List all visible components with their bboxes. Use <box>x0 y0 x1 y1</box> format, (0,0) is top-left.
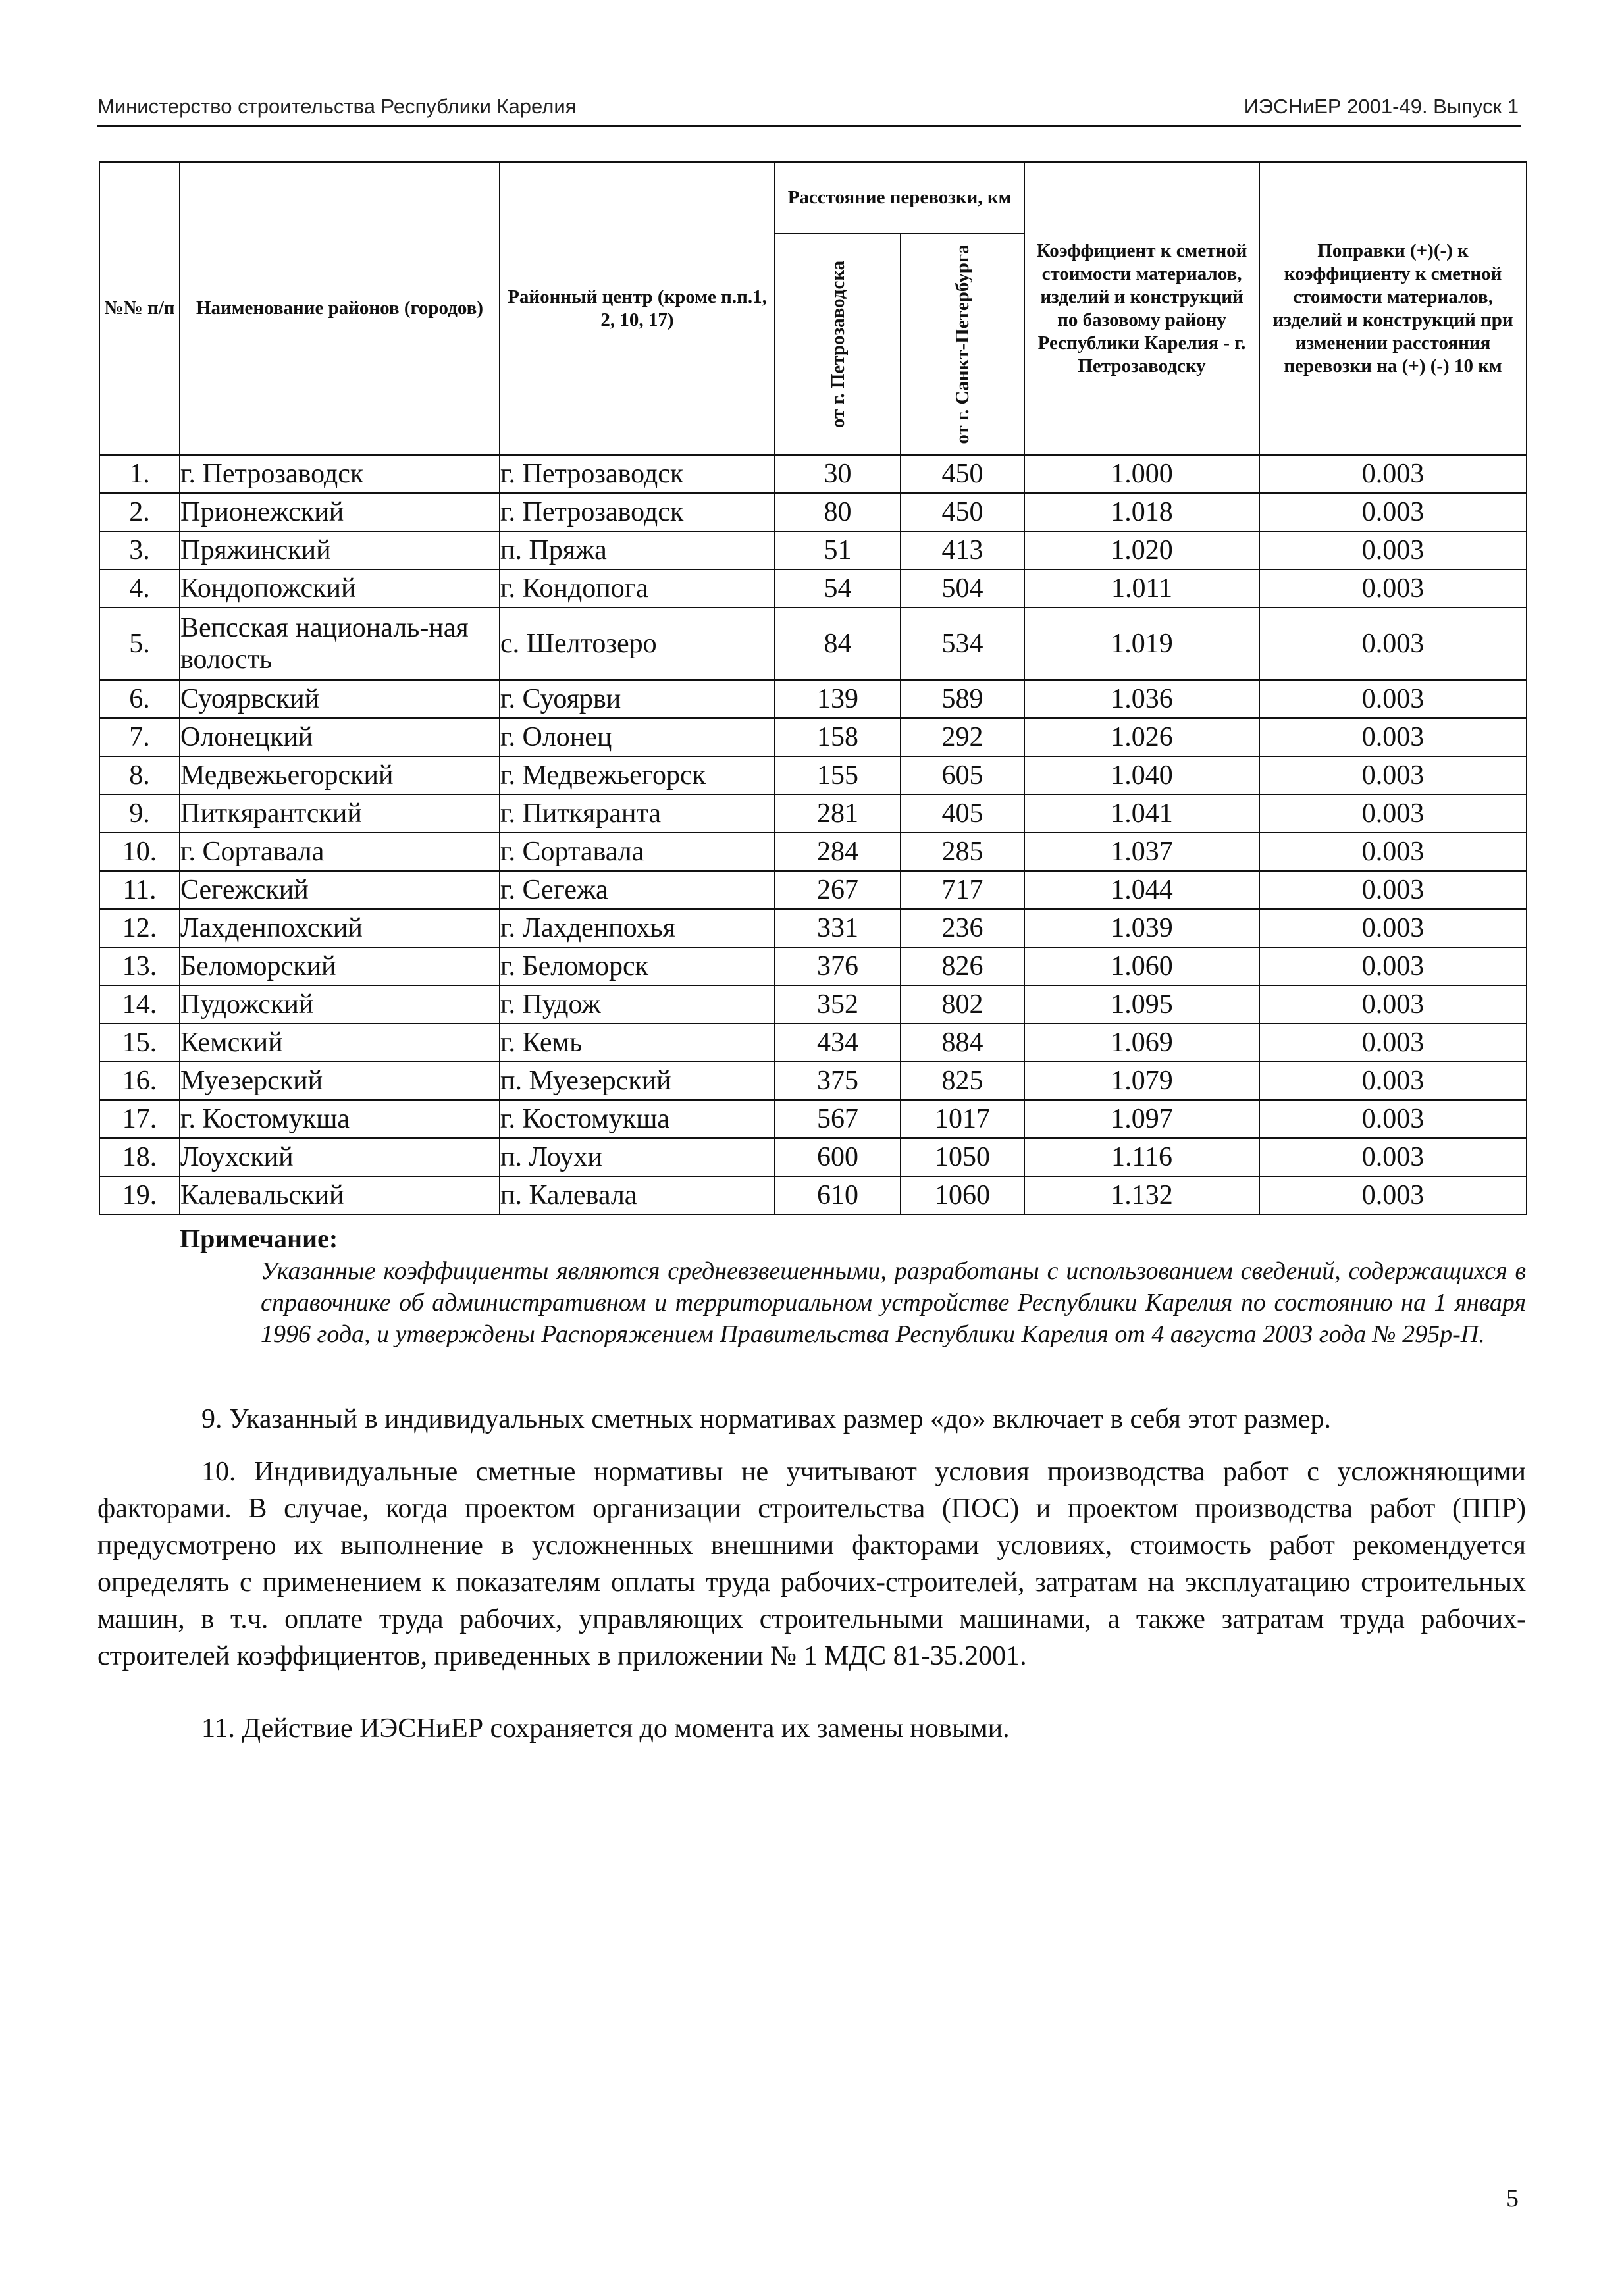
coefficient: 1.036 <box>1024 680 1259 718</box>
header-ministry: Министерство строительства Республики Карелия <box>97 95 577 118</box>
distance-from-petrozavodsk: 51 <box>775 531 901 569</box>
table-row <box>99 569 1527 608</box>
district-name: Кемский <box>180 1024 500 1062</box>
distance-from-petrozavodsk: 375 <box>775 1062 901 1100</box>
district-name: г. Сортавала <box>180 833 500 871</box>
distance-from-spb: 1060 <box>901 1176 1024 1214</box>
district-center: п. Лоухи <box>500 1138 775 1176</box>
header-from-petrozavodsk: от г. Петрозаводска <box>827 260 849 429</box>
note-text: Указанные коэффициенты являются средневзвешенными, разработаны с использованием сведений, содержащихся в справочнике об административном и территориальном устройстве Республики Карелия по состоянию на 1 января 1996 года, и утверждены Распоряжением Правительства Республики Карелия от 4 августа 2003 года № 295р-П. <box>261 1257 1526 1348</box>
coefficient: 1.037 <box>1024 833 1259 871</box>
distance-from-spb: 285 <box>901 833 1024 871</box>
row-num: 12. <box>99 909 180 947</box>
distance-from-petrozavodsk: 567 <box>775 1100 901 1138</box>
district-center: г. Медвежьегорск <box>500 756 775 794</box>
district-name: Сегежский <box>180 871 500 909</box>
distance-from-petrozavodsk: 84 <box>775 608 901 680</box>
district-center: г. Беломорск <box>500 947 775 985</box>
distance-from-spb: 826 <box>901 947 1024 985</box>
header-district-center: Районный центр (кроме п.п.1, 2, 10, 17) <box>500 162 775 455</box>
district-center: г. Питкяранта <box>500 794 775 833</box>
district-name: г. Костомукша <box>180 1100 500 1138</box>
table-row <box>99 608 1527 680</box>
district-name: Муезерский <box>180 1062 500 1100</box>
distance-from-spb: 1017 <box>901 1100 1024 1138</box>
row-num: 15. <box>99 1024 180 1062</box>
correction: 0.003 <box>1259 455 1527 493</box>
district-name: Беломорский <box>180 947 500 985</box>
header-divider <box>97 125 1521 127</box>
district-center: п. Муезерский <box>500 1062 775 1100</box>
row-num: 9. <box>99 794 180 833</box>
distance-from-petrozavodsk: 30 <box>775 455 901 493</box>
district-center: с. Шелтозеро <box>500 608 775 680</box>
table-row <box>99 871 1527 909</box>
coefficient: 1.020 <box>1024 531 1259 569</box>
districts-coefficient-table <box>99 161 1527 1215</box>
paragraph-10: 10. Индивидуальные сметные нормативы не учитывают условия производства работ с усложняющими факторами. В случае, когда проектом организации строительства (ПОС) и проектом производства работ (ППР) предусмотрено их выполнение в усложненных внешними факторами условиях, стоимость работ рекомендуется определять с применением к показателям оплаты труда рабочих-строителей, затратам на эксплуатацию строительных машин, в т.ч. оплате труда рабочих, управляющих строительными машинами, а также затратам труда рабочих-строителей коэффициентов, приведенных в приложении № 1 МДС 81-35.2001. <box>97 1457 1526 1671</box>
correction: 0.003 <box>1259 680 1527 718</box>
district-name: Олонецкий <box>180 718 500 756</box>
district-center: г. Пудож <box>500 985 775 1024</box>
table-row <box>99 794 1527 833</box>
row-num: 7. <box>99 718 180 756</box>
header-document-code: ИЭСНиЕР 2001-49. Выпуск 1 <box>1244 95 1519 118</box>
table-row <box>99 1062 1527 1100</box>
distance-from-spb: 884 <box>901 1024 1024 1062</box>
coefficient: 1.026 <box>1024 718 1259 756</box>
distance-from-spb: 717 <box>901 871 1024 909</box>
distance-from-spb: 605 <box>901 756 1024 794</box>
district-name: Медвежьегорский <box>180 756 500 794</box>
district-name: Кондопожский <box>180 569 500 608</box>
table-row <box>99 680 1527 718</box>
distance-from-spb: 1050 <box>901 1138 1024 1176</box>
table-row <box>99 1138 1527 1176</box>
district-center: г. Сортавала <box>500 833 775 871</box>
distance-from-spb: 292 <box>901 718 1024 756</box>
correction: 0.003 <box>1259 569 1527 608</box>
district-name: Калевальский <box>180 1176 500 1214</box>
district-center: г. Кондопога <box>500 569 775 608</box>
distance-from-spb: 405 <box>901 794 1024 833</box>
correction: 0.003 <box>1259 1100 1527 1138</box>
correction: 0.003 <box>1259 833 1527 871</box>
coefficient: 1.069 <box>1024 1024 1259 1062</box>
distance-from-petrozavodsk: 267 <box>775 871 901 909</box>
coefficient: 1.019 <box>1024 608 1259 680</box>
row-num: 11. <box>99 871 180 909</box>
paragraph-9: 9. Указанный в индивидуальных сметных нормативах размер «до» включает в себя этот размер. <box>201 1404 1331 1434</box>
page-number: 5 <box>1506 2185 1519 2212</box>
distance-from-petrozavodsk: 610 <box>775 1176 901 1214</box>
correction: 0.003 <box>1259 1024 1527 1062</box>
district-name: Лахденпохский <box>180 909 500 947</box>
distance-from-petrozavodsk: 158 <box>775 718 901 756</box>
table-row <box>99 1176 1527 1214</box>
coefficient: 1.095 <box>1024 985 1259 1024</box>
distance-from-petrozavodsk: 600 <box>775 1138 901 1176</box>
district-center: г. Кемь <box>500 1024 775 1062</box>
header-coefficient: Коэффициент к сметной стоимости материалов, изделий и конструкций по базовому району Республики Карелия - г. Петрозаводску <box>1024 162 1259 455</box>
row-num: 10. <box>99 833 180 871</box>
district-center: г. Петрозаводск <box>500 493 775 531</box>
distance-from-petrozavodsk: 434 <box>775 1024 901 1062</box>
coefficient: 1.041 <box>1024 794 1259 833</box>
distance-from-petrozavodsk: 155 <box>775 756 901 794</box>
distance-from-spb: 413 <box>901 531 1024 569</box>
district-center: г. Петрозаводск <box>500 455 775 493</box>
district-name: Пудожский <box>180 985 500 1024</box>
row-num: 4. <box>99 569 180 608</box>
correction: 0.003 <box>1259 1176 1527 1214</box>
row-num: 17. <box>99 1100 180 1138</box>
distance-from-petrozavodsk: 54 <box>775 569 901 608</box>
correction: 0.003 <box>1259 794 1527 833</box>
header-from-spb: от г. Санкт-Петербурга <box>952 244 973 444</box>
coefficient: 1.060 <box>1024 947 1259 985</box>
row-num: 19. <box>99 1176 180 1214</box>
correction: 0.003 <box>1259 909 1527 947</box>
district-center: г. Сегежа <box>500 871 775 909</box>
district-name: г. Петрозаводск <box>180 455 500 493</box>
district-center: п. Пряжа <box>500 531 775 569</box>
row-num: 2. <box>99 493 180 531</box>
district-center: г. Олонец <box>500 718 775 756</box>
table-row <box>99 531 1527 569</box>
table-row <box>99 1100 1527 1138</box>
coefficient: 1.011 <box>1024 569 1259 608</box>
table-row <box>99 455 1527 493</box>
correction: 0.003 <box>1259 756 1527 794</box>
correction: 0.003 <box>1259 871 1527 909</box>
row-num: 13. <box>99 947 180 985</box>
row-num: 16. <box>99 1062 180 1100</box>
correction: 0.003 <box>1259 531 1527 569</box>
distance-from-spb: 450 <box>901 493 1024 531</box>
header-from-spb-cell <box>901 234 1024 455</box>
district-center: г. Костомукша <box>500 1100 775 1138</box>
row-num: 8. <box>99 756 180 794</box>
distance-from-spb: 802 <box>901 985 1024 1024</box>
row-num: 1. <box>99 455 180 493</box>
table-row <box>99 493 1527 531</box>
correction: 0.003 <box>1259 1138 1527 1176</box>
coefficient: 1.044 <box>1024 871 1259 909</box>
header-num: №№ п/п <box>99 162 180 455</box>
coefficient: 1.116 <box>1024 1138 1259 1176</box>
table-row <box>99 756 1527 794</box>
note-title: Примечание: <box>180 1224 338 1253</box>
coefficient: 1.039 <box>1024 909 1259 947</box>
distance-from-petrozavodsk: 281 <box>775 794 901 833</box>
table-row <box>99 1024 1527 1062</box>
header-distance: Расстояние перевозки, км <box>775 162 1024 234</box>
distance-from-petrozavodsk: 284 <box>775 833 901 871</box>
header-correction: Поправки (+)(-) к коэффициенту к сметной стоимости материалов, изделий и конструкций при изменении расстояния перевозки на (+) (-) 10 км <box>1259 162 1527 455</box>
row-num: 18. <box>99 1138 180 1176</box>
distance-from-petrozavodsk: 376 <box>775 947 901 985</box>
distance-from-spb: 534 <box>901 608 1024 680</box>
coefficient: 1.132 <box>1024 1176 1259 1214</box>
district-name: Прионежский <box>180 493 500 531</box>
district-name: Питкярантский <box>180 794 500 833</box>
distance-from-spb: 236 <box>901 909 1024 947</box>
row-num: 5. <box>99 608 180 680</box>
distance-from-petrozavodsk: 331 <box>775 909 901 947</box>
paragraph-11: 11. Действие ИЭСНиЕР сохраняется до момента их замены новыми. <box>201 1713 1010 1744</box>
header-from-petrozavodsk-cell <box>775 234 901 455</box>
table-row <box>99 833 1527 871</box>
correction: 0.003 <box>1259 718 1527 756</box>
district-center: г. Лахденпохья <box>500 909 775 947</box>
distance-from-spb: 825 <box>901 1062 1024 1100</box>
row-num: 3. <box>99 531 180 569</box>
district-name: Вепсская националь-ная волость <box>180 608 500 680</box>
correction: 0.003 <box>1259 493 1527 531</box>
district-center: г. Суоярви <box>500 680 775 718</box>
correction: 0.003 <box>1259 608 1527 680</box>
header-district-name: Наименование районов (городов) <box>180 162 500 455</box>
distance-from-petrozavodsk: 139 <box>775 680 901 718</box>
correction: 0.003 <box>1259 947 1527 985</box>
table-row <box>99 909 1527 947</box>
table-row <box>99 947 1527 985</box>
coefficient: 1.079 <box>1024 1062 1259 1100</box>
distance-from-petrozavodsk: 352 <box>775 985 901 1024</box>
district-center: п. Калевала <box>500 1176 775 1214</box>
coefficient: 1.040 <box>1024 756 1259 794</box>
coefficient: 1.018 <box>1024 493 1259 531</box>
table-row <box>99 718 1527 756</box>
coefficient: 1.097 <box>1024 1100 1259 1138</box>
table-row <box>99 985 1527 1024</box>
district-name: Лоухский <box>180 1138 500 1176</box>
district-name: Пряжинский <box>180 531 500 569</box>
district-name: Суоярвский <box>180 680 500 718</box>
correction: 0.003 <box>1259 1062 1527 1100</box>
table-body <box>99 455 1527 1214</box>
distance-from-spb: 589 <box>901 680 1024 718</box>
row-num: 6. <box>99 680 180 718</box>
correction: 0.003 <box>1259 985 1527 1024</box>
distance-from-spb: 450 <box>901 455 1024 493</box>
coefficient: 1.000 <box>1024 455 1259 493</box>
distance-from-spb: 504 <box>901 569 1024 608</box>
distance-from-petrozavodsk: 80 <box>775 493 901 531</box>
row-num: 14. <box>99 985 180 1024</box>
